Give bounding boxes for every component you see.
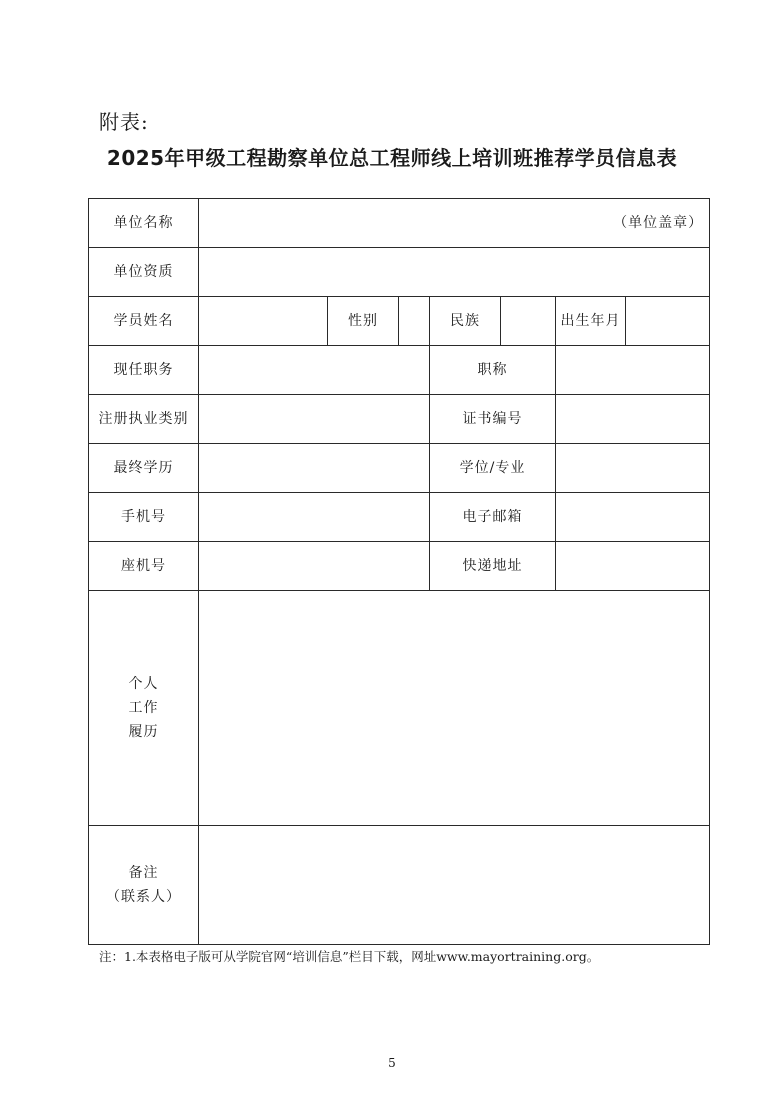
unit-qualification-field[interactable] [199,248,710,297]
row-landline [89,542,710,591]
ethnicity-label: 民族 [430,297,501,346]
birth-field[interactable] [626,297,710,346]
certificate-no-field[interactable] [556,395,710,444]
trainee-name-label: 学员姓名 [89,297,199,346]
row-remarks [89,826,710,945]
birth-label: 出生年月 [556,297,626,346]
ethnicity-field[interactable] [501,297,556,346]
unit-qualification-label: 单位资质 [89,248,199,297]
trainee-info-table [88,198,710,945]
trainee-name-field[interactable] [199,297,328,346]
registered-category-label: 注册执业类别 [89,395,199,444]
remarks-label-line2: （联系人） [106,889,181,905]
unit-stamp-note: （单位盖章） [613,215,704,231]
row-position [89,346,710,395]
gender-field[interactable] [399,297,430,346]
footnote: 注：1.本表格电子版可从学院官网“培训信息”栏目下载，网址www.mayortraining.org。 [99,949,600,964]
landline-field[interactable] [199,542,430,591]
work-history-label-line1: 个人 [128,676,159,692]
education-field[interactable] [199,444,430,493]
email-label: 电子邮箱 [430,493,556,542]
current-position-label: 现任职务 [89,346,199,395]
remarks-label-line1: 备注 [128,865,159,881]
attachment-label: 附表: [99,110,149,134]
remarks-field[interactable] [199,826,710,945]
current-position-field[interactable] [199,346,430,395]
registered-category-field[interactable] [199,395,430,444]
mobile-label: 手机号 [89,493,199,542]
delivery-address-label: 快递地址 [430,542,556,591]
email-field[interactable] [556,493,710,542]
title-field[interactable] [556,346,710,395]
row-unit-name [89,199,710,248]
remarks-label [89,826,199,945]
row-registration [89,395,710,444]
education-label: 最终学历 [89,444,199,493]
page-number: 5 [388,1056,396,1070]
work-history-label [89,591,199,826]
mobile-field[interactable] [199,493,430,542]
work-history-label-line2: 工作 [128,700,159,716]
degree-major-label: 学位/专业 [430,444,556,493]
page-title: 2025年甲级工程勘察单位总工程师线上培训班推荐学员信息表 [106,146,678,170]
gender-label: 性别 [328,297,399,346]
work-history-field[interactable] [199,591,710,826]
degree-major-field[interactable] [556,444,710,493]
row-unit-qualification [89,248,710,297]
row-work-history [89,591,710,826]
landline-label: 座机号 [89,542,199,591]
delivery-address-field[interactable] [556,542,710,591]
unit-name-label: 单位名称 [89,199,199,248]
row-contact [89,493,710,542]
row-trainee-basic [89,297,710,346]
unit-name-field[interactable] [199,199,710,248]
title-label: 职称 [430,346,556,395]
work-history-label-line3: 履历 [128,724,159,740]
row-education [89,444,710,493]
certificate-no-label: 证书编号 [430,395,556,444]
